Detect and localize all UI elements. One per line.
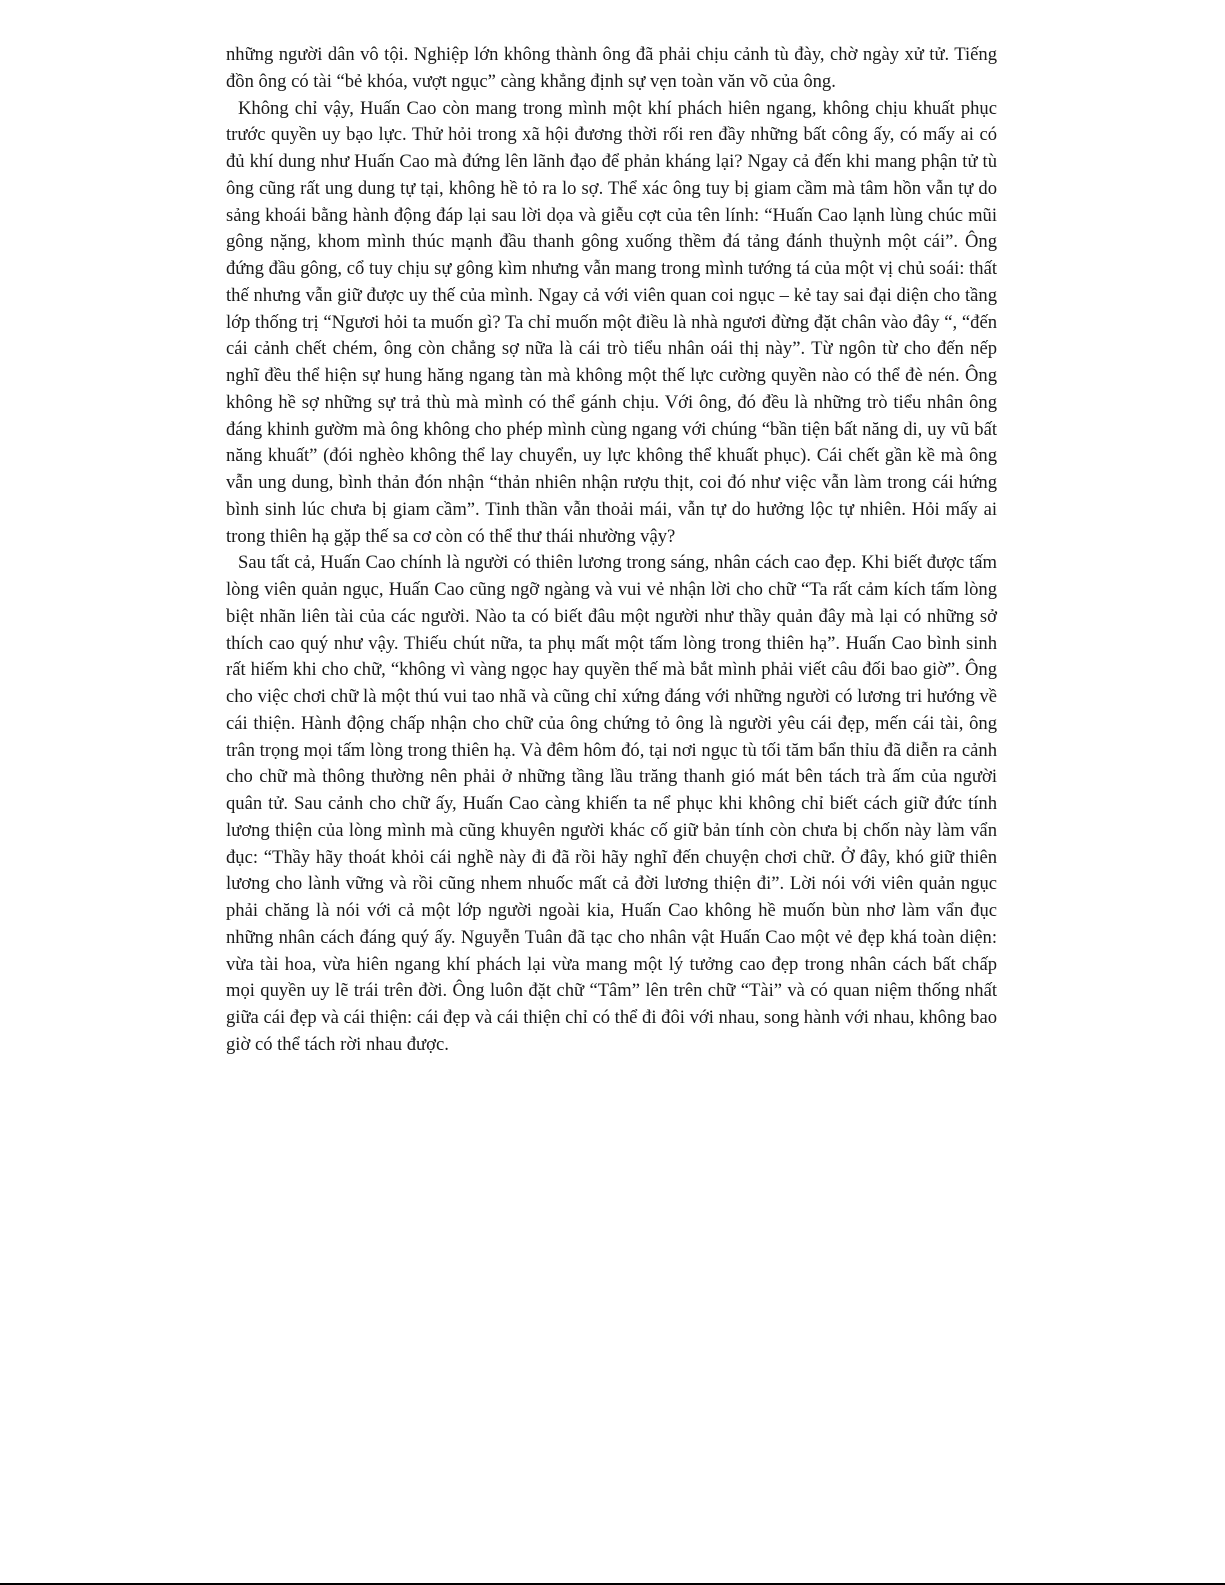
paragraph-courage: Không chỉ vậy, Huấn Cao còn mang trong mình một khí phách hiên ngang, không chịu khuất phục trước quyền uy bạo lực. Thử hỏi trong xã hội đương thời rối ren đầy những bất công ấy, có mấy ai có đủ khí dung như Huấn Cao mà đứng lên lãnh đạo để phản kháng lại? Ngay cả đến khi mang phận tử tù ông cũng rất ung dung tự tại, không hề tỏ ra lo sợ. Thể xác ông tuy bị giam cầm mà tâm hồn vẫn tự do sảng khoái bằng hành động đáp lại sau lời dọa và giễu cợt của tên lính: “Huấn Cao lạnh lùng chúc mũi gông nặng, khom mình thúc mạnh đầu thanh gông xuống thềm đá tảng đánh thuỳnh một cái”. Ông đứng đầu gông, cổ tuy chịu sự gông kìm nhưng vẫn mang trong mình tướng tá của một vị chủ soái: thất thế nhưng vẫn giữ được uy thế của mình. Ngay cả với viên quan coi ngục – kẻ tay sai đại diện cho tầng lớp thống trị “Ngươi hỏi ta muốn gì? Ta chỉ muốn một điều là nhà ngươi đừng đặt chân vào đây “, “đến cái cảnh chết chém, ông còn chẳng sợ nữa là cái trò tiểu nhân oái thị này”. Từ ngôn từ cho đến nếp nghĩ đều thể hiện sự hung hăng ngang tàn mà không một thế lực cường quyền nào có thể đè nén. Ông không hề sợ những sự trả thù mà mình có thể gánh chịu. Với ông, đó đều là những trò tiểu nhân ông đáng khinh gườm mà ông không cho phép mình cùng ngang với chúng “bần tiện bất năng di, uy vũ bất năng khuất” (đói nghèo không thể lay chuyển, uy lực không thể khuất phục). Cái chết gần kề mà ông vẫn ung dung, bình thản đón nhận “thản nhiên nhận rượu thịt, coi đó như việc vẫn làm trong cái hứng bình sinh lúc chưa bị giam cầm”. Tinh thần vẫn thoải mái, vẫn tự do hưởng lộc tự nhiên. Hỏi mấy ai trong thiên hạ gặp thế sa cơ còn có thể thư thái nhường vậy? — [226, 97, 997, 547]
document-body — [226, 42, 997, 1059]
paragraph-continuation: những người dân vô tội. Nghiệp lớn không thành ông đã phải chịu cảnh tù đày, chờ ngày xử tử. Tiếng đồn ông có tài “bẻ khóa, vượt ngục” càng khẳng định sự vẹn toàn văn võ của ông. — [226, 44, 997, 92]
paragraph-conscience: Sau tất cả, Huấn Cao chính là người có thiên lương trong sáng, nhân cách cao đẹp. Khi biết được tấm lòng viên quản ngục, Huấn Cao cũng ngỡ ngàng và vui vẻ nhận lời cho chữ “Ta rất cảm kích tấm lòng biệt nhãn liên tài của các người. Nào ta có biết đâu một người như thầy quản đây mà lại có những sở thích cao quý như vậy. Thiếu chút nữa, ta phụ mất một tấm lòng trong thiên hạ”. Huấn Cao bình sinh rất hiếm khi cho chữ, “không vì vàng ngọc hay quyền thế mà bắt mình phải viết câu đối bao giờ”. Ông cho việc chơi chữ là một thú vui tao nhã và cũng chỉ xứng đáng với những người có lương tri hướng về cái thiện. Hành động chấp nhận cho chữ của ông chứng tỏ ông là người yêu cái đẹp, mến cái tài, ông trân trọng mọi tấm lòng trong thiên hạ. Và đêm hôm đó, tại nơi ngục tù tối tăm bẩn thỉu đã diễn ra cảnh cho chữ mà thông thường nên phải ở những tầng lầu trăng thanh gió mát bên tách trà ấm của người quân tử. Sau cảnh cho chữ ấy, Huấn Cao càng khiến ta nể phục khi không chỉ biết cách giữ đức tính lương thiện của lòng mình mà cũng khuyên người khác cố giữ bản tính còn chưa bị chốn này làm vẩn đục: “Thầy hãy thoát khỏi cái nghề này đi đã rồi hãy nghĩ đến chuyện chơi chữ. Ở đây, khó giữ thiên lương cho lành vững và rồi cũng nhem nhuốc mất cả đời lương thiện đi”. Lời nói với viên quản ngục phải chăng là nói với cả một lớp người ngoài kia, Huấn Cao không hề muốn bùn nhơ làm vẩn đục những nhân cách đáng quý ấy. Nguyễn Tuân đã tạc cho nhân vật Huấn Cao một vẻ đẹp khá toàn diện: vừa tài hoa, vừa hiên ngang khí phách lại vừa mang một lý tưởng cao đẹp trong nhân cách bất chấp mọi quyền uy lẽ trái trên đời. Ông luôn đặt chữ “Tâm” lên trên chữ “Tài” và có quan niệm thống nhất giữa cái đẹp và cái thiện: cái đẹp và cái thiện chỉ có thể đi đôi với nhau, song hành với nhau, không bao giờ có thể tách rời nhau được. — [226, 552, 997, 1055]
